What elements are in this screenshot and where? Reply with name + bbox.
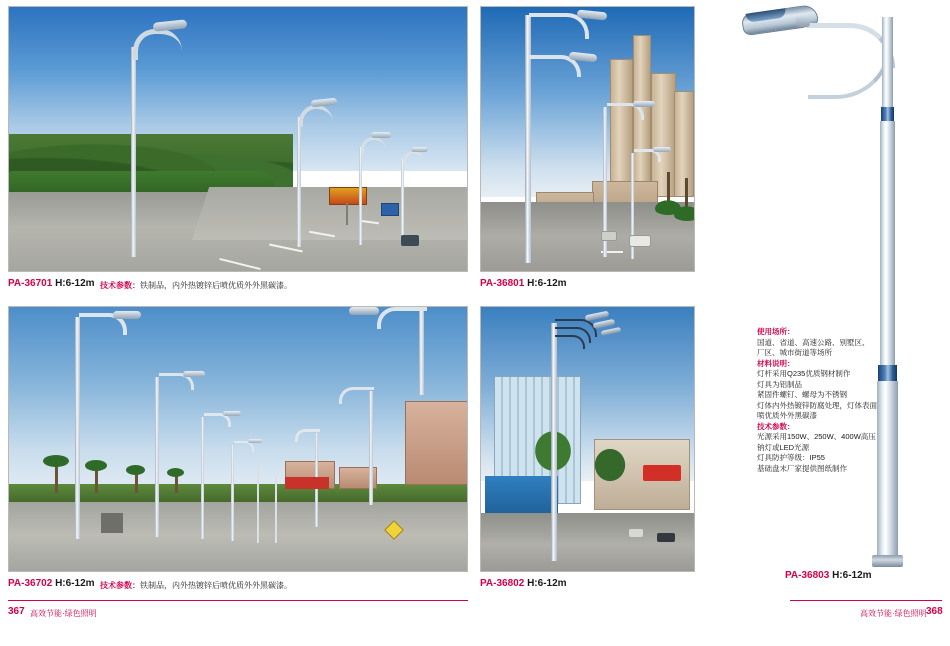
spec-material-line: 灯具为铝制品 xyxy=(757,379,802,389)
product-photo-pa-36702[interactable] xyxy=(8,306,468,572)
palm-crown xyxy=(43,455,69,467)
streetlight-pole xyxy=(257,463,259,543)
spec-usage-line: 国道、省道、高速公路、别墅区、 xyxy=(757,337,870,347)
roadside-building xyxy=(405,401,468,485)
spec-material-line: 灯杆采用Q235优质钢材制作 xyxy=(757,369,851,378)
page-number-left: 367 xyxy=(8,606,25,617)
streetlight-arm xyxy=(295,429,320,442)
product-code: PA-36803 xyxy=(785,570,830,581)
streetlight-arm xyxy=(403,151,424,165)
caption-pa-36702 xyxy=(8,578,95,589)
spec-tech-header: 技术参数： xyxy=(757,421,795,431)
streetlight-pole xyxy=(369,391,373,505)
vehicle xyxy=(401,235,419,246)
product-height: H:6-12m xyxy=(527,278,567,289)
streetlight-pole xyxy=(155,377,159,537)
tech-label: 技术参数： xyxy=(100,581,140,590)
vehicle xyxy=(657,533,675,542)
commercial-sign xyxy=(285,477,329,489)
palm-crown xyxy=(167,468,184,477)
tower-building xyxy=(674,91,694,198)
footer-text-right: 高效节能·绿色照明 xyxy=(860,609,927,618)
palm-crown xyxy=(126,465,145,475)
spec-material-header: 材料说明： xyxy=(757,358,795,368)
road-sign xyxy=(381,203,399,216)
streetlight-luminaire xyxy=(633,101,655,107)
streetlight-pole xyxy=(201,417,204,539)
product-photo-pa-36801[interactable] xyxy=(480,6,695,272)
billboard-post xyxy=(346,203,348,225)
pole-base xyxy=(872,555,903,567)
spec-material-line: 喷优质外外黑碳漆 xyxy=(757,411,817,420)
streetlight-pole xyxy=(75,317,80,539)
product-height: H:6-12m xyxy=(527,578,567,589)
product-photo-pa-36802[interactable] xyxy=(480,306,695,572)
streetlight-luminaire xyxy=(248,439,262,443)
product-code: PA-36801 xyxy=(480,278,525,289)
streetlight-arm xyxy=(339,387,374,404)
streetlight-luminaire xyxy=(113,311,141,319)
streetlight-pole xyxy=(297,117,301,247)
luminaire-brace xyxy=(808,43,892,99)
footer-rule-left xyxy=(8,600,468,601)
shop-sign xyxy=(643,465,681,481)
streetlight-pole xyxy=(401,159,404,245)
spec-tech-line: 基础盘末厂家提供图纸制作 xyxy=(757,463,847,473)
streetlight-pole xyxy=(231,445,234,541)
palm-crown xyxy=(672,205,695,221)
product-height: H:6-12m xyxy=(832,570,872,581)
product-photo-pa-36701[interactable] xyxy=(8,6,468,272)
spec-usage-header: 使用场所： xyxy=(757,327,795,336)
palm-trunk xyxy=(685,178,688,208)
product-height: H:6-12m xyxy=(55,578,95,589)
tech-params-pa-36701 xyxy=(100,280,292,291)
spec-material-line: 灯体内外热镀锌防腐处理，灯体表面 xyxy=(757,400,877,410)
spec-tech-line: 钠灯或LED光源 xyxy=(757,442,810,452)
vehicle xyxy=(629,235,651,247)
palm-trunk xyxy=(55,463,58,493)
product-code: PA-36701 xyxy=(8,278,53,289)
streetlight-luminaire xyxy=(371,132,391,138)
footer-rule-right xyxy=(790,600,942,601)
spec-usage-line: 厂区、城市街道等场所 xyxy=(757,348,832,357)
product-photo-pa-36803[interactable] xyxy=(700,3,945,583)
palm-crown xyxy=(85,460,107,471)
caption-pa-36802 xyxy=(480,578,567,589)
streetlight-pole xyxy=(275,475,277,543)
tech-label: 技术参数： xyxy=(100,281,140,290)
streetlight-pole xyxy=(551,323,557,561)
product-code: PA-36802 xyxy=(480,578,525,589)
streetlight-luminaire xyxy=(349,307,379,315)
footer-text-left: 高效节能·绿色照明 xyxy=(30,609,97,618)
spec-tech-line: 灯具防护等级：IP55 xyxy=(757,453,825,462)
vehicle xyxy=(629,529,643,537)
page-number-right: 368 xyxy=(926,606,943,617)
specification-block xyxy=(757,327,937,474)
streetlight-arm xyxy=(377,307,427,329)
arm-connector xyxy=(796,17,810,27)
tech-body: 铁制品，内外热镀锌后喷优质外外黑碳漆。 xyxy=(140,581,292,590)
streetlight-arm xyxy=(555,335,585,349)
product-code: PA-36702 xyxy=(8,578,53,589)
spec-tech-line: 光源采用150W、250W、400W高压 xyxy=(757,432,876,441)
tower-building xyxy=(610,59,632,197)
street-tree xyxy=(593,447,627,483)
streetlight-luminaire xyxy=(653,147,671,152)
tech-body: 铁制品，内外热镀锌后喷优质外外黑碳漆。 xyxy=(140,281,292,290)
streetlight-pole xyxy=(359,147,362,245)
caption-pa-36803 xyxy=(785,570,872,581)
product-height: H:6-12m xyxy=(55,278,95,289)
streetlight-arm xyxy=(133,29,182,60)
streetlight-luminaire xyxy=(183,371,205,377)
streetlight-luminaire xyxy=(223,411,241,416)
lamp-pole-upper xyxy=(882,17,893,109)
caption-pa-36801 xyxy=(480,278,567,289)
spec-material-line: 紧固件螺钉、螺母为不锈钢 xyxy=(757,390,847,399)
streetlight-pole xyxy=(131,47,136,257)
caption-pa-36701 xyxy=(8,278,95,289)
roadside-shelter xyxy=(101,513,123,533)
blue-hoarding xyxy=(485,476,557,518)
vehicle xyxy=(601,231,617,241)
streetlight-luminaire xyxy=(411,147,428,152)
tower-building xyxy=(651,73,675,197)
tech-params-pa-36702 xyxy=(100,580,292,591)
streetlight-pole xyxy=(525,15,531,263)
